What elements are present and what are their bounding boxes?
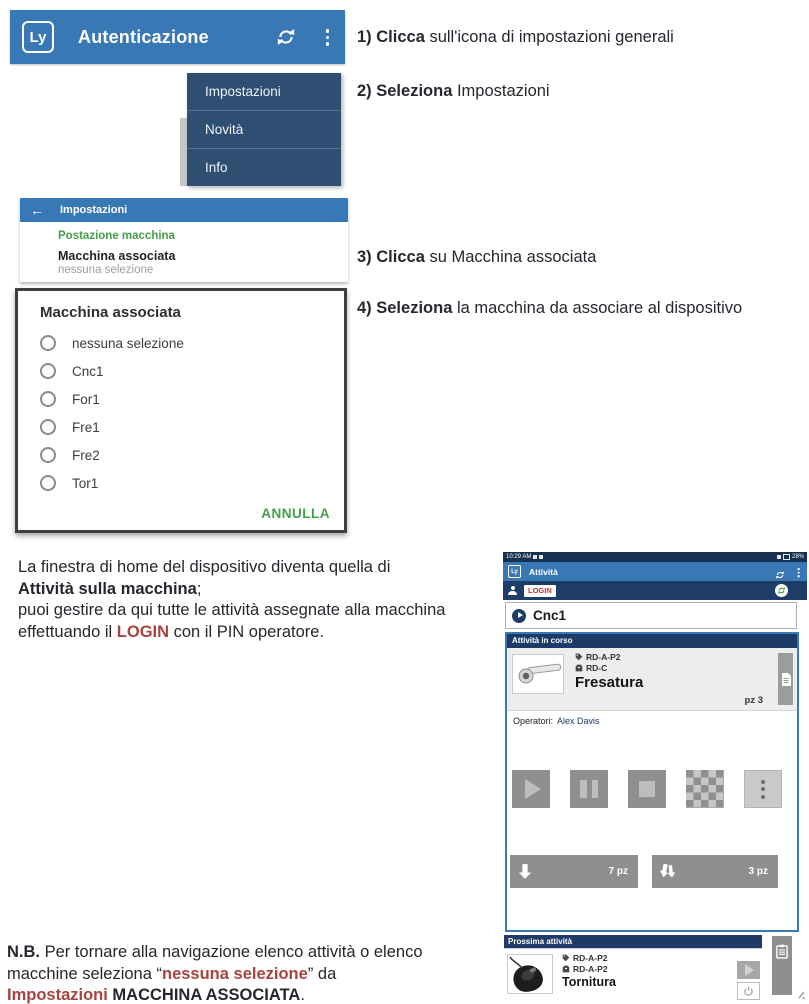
play-circle-icon [512,609,526,623]
menu-item-label: Novità [205,122,244,137]
operators-row [507,711,797,726]
clipboard-button[interactable] [772,936,792,995]
home-paragraph-bold: Attività sulla macchina [18,579,197,598]
tag-icon [575,653,583,661]
menu-item-label: Impostazioni [205,84,281,99]
radio-option-tor1[interactable] [40,469,344,497]
radio-option-fre1[interactable] [40,413,344,441]
radio-label: For1 [72,391,100,407]
good-pieces-button[interactable] [510,855,638,888]
radio-option-for1[interactable] [40,385,344,413]
home-paragraph-line1: La finestra di home del dispositivo diventa quella di [18,558,391,576]
down-arrow-icon [518,863,532,881]
double-down-arrow-icon [658,862,678,881]
settings-item-value: nessuna selezione [58,264,154,276]
login-bar [503,581,807,600]
order-value: RD-C [586,663,608,673]
step-3-text: su Macchina associata [424,248,597,266]
macchina-associata-keyword: MACCHINA ASSOCIATA [107,986,301,1004]
operators-label: Operatori: [513,716,554,726]
sync-status-icon[interactable] [775,584,788,597]
more-actions-button[interactable] [744,770,782,808]
next-activity-panel [504,935,762,1004]
nb-end: . [300,986,305,1004]
step-3-bold: 3) Clicca [357,248,425,266]
tag-line [575,652,620,662]
activity-name: Fresatura [575,674,644,691]
radio-icon [40,419,56,435]
box-icon [562,965,570,973]
radio-icon [40,335,56,351]
nb-line2-end: ” da [307,964,337,983]
next-play-button[interactable] [737,961,760,979]
machine-dialog [15,288,347,533]
tag-icon [562,954,570,962]
settings-screenshot [20,198,348,282]
settings-section-header: Postazione macchina [58,230,175,242]
radio-icon [40,447,56,463]
nessuna-selezione-keyword: nessuna selezione [162,964,308,983]
control-buttons [512,770,782,808]
cursor-artifact [798,989,806,999]
notification-icon [539,555,543,559]
radio-icon [40,475,56,491]
pieces-count: pz 3 [744,695,763,706]
status-bar [503,552,807,562]
settings-item-title: Macchina associata [58,249,176,263]
activity-photo-handle [512,654,564,694]
menu-item-impostazioni[interactable] [187,73,341,111]
radio-label: Tor1 [72,475,99,491]
wifi-icon [777,555,781,559]
radio-icon [40,363,56,379]
nb-line2: macchine seleziona “ [7,964,162,983]
radio-option-cnc1[interactable] [40,357,344,385]
step-1-bold: 1) Clicca [357,28,425,46]
step-4-text: la macchina da associare al dispositivo [452,299,743,317]
user-icon [508,586,517,595]
tag-value: RD-A-P2 [573,953,608,963]
activity-photo-mouse [507,954,553,994]
step-3 [357,248,596,267]
vertical-dots-icon [761,780,765,799]
overflow-menu-icon[interactable] [797,568,799,577]
good-pieces-count: 7 pz [608,866,628,877]
home-paragraph-line4: effettuando il [18,622,117,641]
box-icon [575,664,583,672]
dialog-title: Macchina associata [40,304,181,321]
home-paragraph-line4-end: con il PIN operatore. [169,622,325,641]
stop-icon [639,781,655,797]
settings-appbar [20,198,348,222]
current-activity-card[interactable] [507,648,797,711]
current-activity-panel [505,632,799,932]
step-2 [357,82,550,101]
current-section-header: Attività in corso [507,634,797,648]
tag-line [562,953,607,963]
battery-icon [783,554,790,560]
sync-icon[interactable] [275,26,297,48]
auth-appbar-screenshot [10,10,345,64]
home-paragraph [18,557,506,643]
document-button[interactable] [778,653,793,705]
login-keyword: LOGIN [116,622,170,641]
impostazioni-keyword: Impostazioni [7,986,108,1004]
nb-paragraph [7,942,507,1004]
operators-value: Alex Davis [557,716,600,726]
menu-item-info[interactable] [187,149,341,186]
scrap-pieces-button[interactable] [652,855,778,888]
finish-button[interactable] [686,770,724,808]
phone-appbar-title: Attività [529,566,558,577]
radio-label: Cnc1 [72,363,104,379]
home-paragraph-semicolon: ; [196,579,202,598]
menu-shadow [180,118,187,186]
radio-label: Fre2 [72,447,100,463]
radio-label: Fre1 [72,419,100,435]
play-icon [525,779,541,799]
nb-line1: Per tornare alla navigazione elenco attività o elenco [40,943,423,961]
step-2-text: Impostazioni [452,82,550,100]
radio-option-nessuna-selezione[interactable] [40,329,344,357]
login-button[interactable]: LOGIN [524,585,556,597]
menu-item-novita[interactable] [187,111,341,149]
status-time: 10:29 AM [506,554,532,560]
tag-value: RD-A-P2 [586,652,621,662]
document-icon [781,673,791,686]
cancel-button[interactable]: ANNULLA [261,506,330,521]
next-activity-card[interactable] [504,948,762,1004]
step-4 [357,299,742,318]
ly-logo-small [508,565,521,578]
pause-button[interactable] [570,770,608,808]
auth-appbar-title: Autenticazione [78,26,209,47]
ly-logo [22,21,54,53]
step-1 [357,28,674,47]
notification-icon [533,555,537,559]
step-4-bold: 4) Seleziona [357,299,453,317]
step-1-text: sull'icona di impostazioni generali [424,28,674,46]
radio-option-fre2[interactable] [40,441,344,469]
menu-item-label: Info [205,160,228,175]
play-button[interactable] [512,770,550,808]
clipboard-icon [776,944,788,959]
stop-button[interactable] [628,770,666,808]
home-paragraph-line3: puoi gestire da qui tutte le attività assegnate alla macchina [18,601,446,619]
phone-appbar [503,562,807,581]
order-line [562,964,607,974]
order-value: RD-A-P2 [573,964,608,974]
battery-percent: 28% [791,554,804,560]
radio-label: nessuna selezione [72,335,184,351]
settings-item-macchina-associata[interactable] [58,249,348,276]
step-2-bold: 2) Seleziona [357,82,453,100]
back-arrow-icon[interactable]: ← [30,202,44,218]
power-icon [743,986,754,997]
activity-name: Tornitura [562,975,616,989]
radio-icon [40,391,56,407]
play-icon [745,964,754,976]
pause-icon [580,780,598,798]
machine-name: Cnc1 [533,608,567,623]
next-power-button[interactable] [737,982,760,1000]
order-line [575,663,607,673]
ly-logo-text: Ly [29,28,47,46]
ly-logo-small-text: Ly [511,568,518,575]
next-section-header: Prossima attività [504,935,762,948]
overflow-menu-icon[interactable] [326,29,330,46]
phone-screenshot [503,552,807,1004]
nb-label: N.B. [7,943,40,961]
machine-selector-row[interactable] [505,602,797,629]
overflow-menu [187,73,341,186]
settings-title: Impostazioni [60,204,128,216]
scrap-pieces-count: 3 pz [748,866,768,877]
